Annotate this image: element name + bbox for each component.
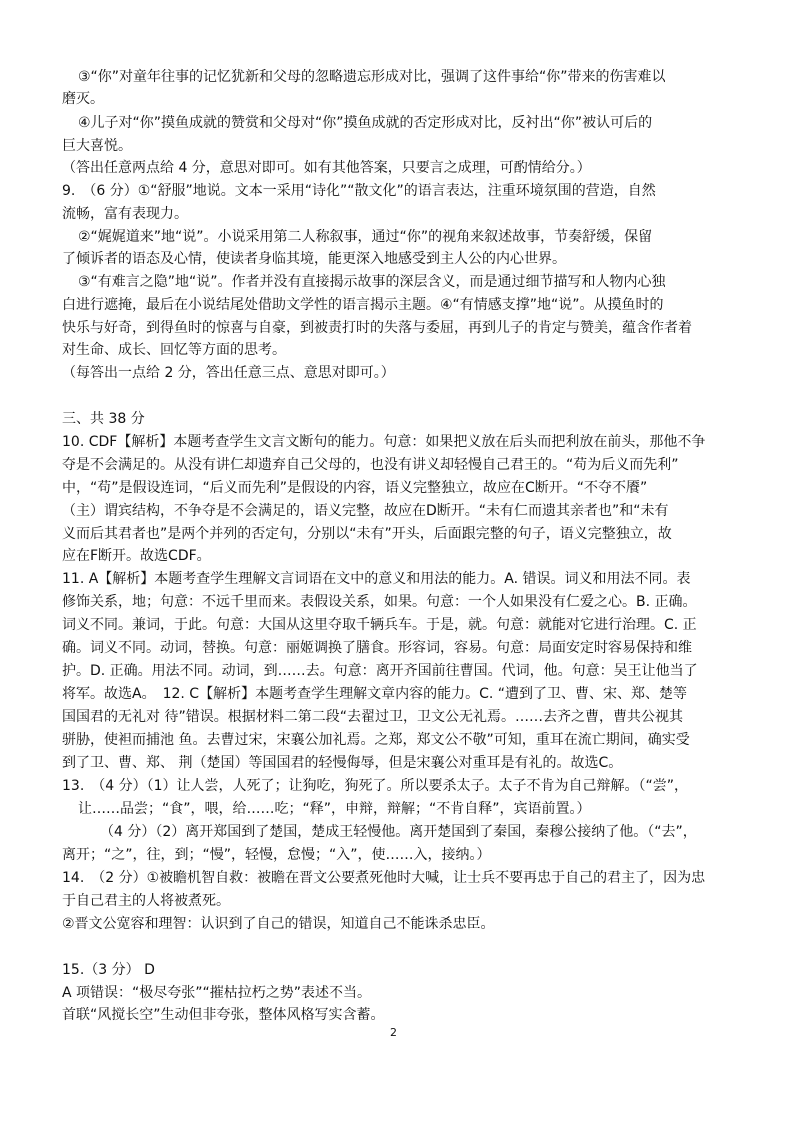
text-line: 10. CDF【解析】本题考查学生文言文断句的能力。句意：如果把义放在后头而把利放在前头，那他不争 <box>62 434 706 450</box>
text-line: 将军。故选A。 12. C【解析】本题考查学生理解文章内容的能力。C. “遭到了卫、曹、宋、郑、楚等 <box>62 686 687 702</box>
text-line: 到了卫、曹、郑、 荆（楚国）等国国君的轻慢侮辱，但是宋襄公对重耳是有礼的。故选C。 <box>62 755 623 771</box>
text-line: A 项错误：“极尽夸张”“摧枯拉朽之势”表述不当。 <box>62 985 372 1001</box>
page-number: 2 <box>390 1026 397 1039</box>
text-line: 流畅，富有表现力。 <box>62 206 188 222</box>
text-line: 国国君的无礼对 待”错误。根据材料二第二段“去翟过卫，卫文公无礼焉。……去齐之曹，曹共公视其 <box>62 709 683 725</box>
text-line: 巨大喜悦。 <box>62 138 132 154</box>
text-line: 了倾诉者的语态及心情，使读者身临其境，能更深入地感受到主人公的内心世界。 <box>62 251 566 267</box>
text-line: 9. （6 分）①“舒服”地说。文本一采用“诗化”“散文化”的语言表达，注重环境氛围的营造，自然 <box>62 183 656 199</box>
text-line: 护。D. 正确。用法不同。动词，到……去。句意：离开齐国前往曹国。代词，他。句意：吴王让他当了 <box>62 663 698 679</box>
text-line: 义而后其君者也”是两个并列的否定句，分别以“未有”开头，后面跟完整的句子，语义完整独立，故 <box>62 526 672 542</box>
text-line: 于自己君主的人将被煮死。 <box>62 893 230 909</box>
text-line: 应在F断开。故选CDF。 <box>62 548 211 564</box>
text-line: 夺是不会满足的。从没有讲仁却遗弃自己父母的，也没有讲义却轻慢自己君王的。“苟为后义而先利” <box>62 457 679 473</box>
text-line: 首联“风搅长空”生动但非夸张，整体风格写实含蓄。 <box>62 1007 385 1023</box>
text-line: （4 分）（2）离开郑国到了楚国，楚成王轻慢他。离开楚国到了秦国，秦穆公接纳了他。（“去”， <box>100 824 697 840</box>
text-line: 14. （2 分）①被瞻机智自救：被瞻在晋文公要煮死他时大喊，让士兵不要再忠于自己的君主了，因为忠 <box>62 870 706 886</box>
section-heading: 三、共 38 分 <box>62 411 145 427</box>
text-line: 骈胁，使袒而捕池 鱼。去曹过宋，宋襄公加礼焉。之郑，郑文公不敬”可知，重耳在流亡期间，确实受 <box>62 732 690 748</box>
text-line: 白进行遮掩，最后在小说结尾处借助文学性的语言揭示主题。④“有情感支撑”地“说”。从摸鱼时的 <box>62 297 664 313</box>
text-line: 让……品尝；“食”，喂，给……吃；“释”，申辩，辩解；“不肯自释”，宾语前置。） <box>78 801 591 817</box>
text-line: ②晋文公宽容和理智：认识到了自己的错误，知道自己不能诛杀忠臣。 <box>62 916 495 932</box>
text-line: 11. A【解析】本题考查学生理解文言词语在文中的意义和用法的能力。A. 错误。词义和用法不同。表 <box>62 571 691 587</box>
text-line: 15.（3 分） D <box>62 962 155 978</box>
text-line: 对生命、成长、回忆等方面的思考。 <box>62 342 286 358</box>
text-line: 词义不同。兼词，于此。句意：大国从这里夺取千辆兵车。于是，就。句意：就能对它进行治理。C. 正 <box>62 617 697 633</box>
text-line: ③“有难言之隐”地“说”。作者并没有直接揭示故事的深层含义，而是通过细节描写和人物内心独 <box>78 274 666 290</box>
text-line: 快乐与好奇，到得鱼时的惊喜与自豪，到被责打时的失落与委屈，再到儿子的肯定与赞美，蕴含作者着 <box>62 320 692 336</box>
text-line: 13. （4 分）（1）让人尝，人死了；让狗吃，狗死了。所以要杀太子。太子不肯为自己辩解。（“尝”， <box>62 778 689 794</box>
text-line: 离开；“之”，往，到；“慢”，轻慢，怠慢；“入”，使……入，接纳。） <box>62 847 491 863</box>
text-line: 确。词义不同。动词，替换。句意：丽姬调换了膳食。形容词，容易。句意：局面安定时容易保持和维 <box>62 640 692 656</box>
text-line: ③“你”对童年往事的记忆犹新和父母的忽略遗忘形成对比，强调了这件事给“你”带来的伤害难以 <box>78 69 666 85</box>
text-line: （主）谓宾结构，不争夺是不会满足的，语义完整，故应在D断开。“未有仁而遗其亲者也”和“未有 <box>62 503 669 519</box>
text-line: ②“娓娓道来”地“说”。小说采用第二人称叙事，通过“你”的视角来叙述故事，节奏舒缓，保留 <box>78 229 653 245</box>
text-line: ④儿子对“你”摸鱼成就的赞赏和父母对“你”摸鱼成就的否定形成对比，反衬出“你”被认可后的 <box>78 115 653 131</box>
text-line: 中，“苟”是假设连词，“后义而先利”是假设的内容，语义完整独立，故应在C断开。“不夺不餍” <box>62 480 648 496</box>
text-line: （答出任意两点给 4 分，意思对即可。如有其他答案，只要言之成理，可酌情给分。） <box>62 160 591 176</box>
text-line: （每答出一点给 2 分，答出任意三点、意思对即可。） <box>62 365 395 381</box>
text-line: 磨灭。 <box>62 91 104 107</box>
text-line: 修饰关系，地；句意：不远千里而来。表假设关系，如果。句意：一个人如果没有仁爱之心。B. 正确。 <box>62 594 697 610</box>
